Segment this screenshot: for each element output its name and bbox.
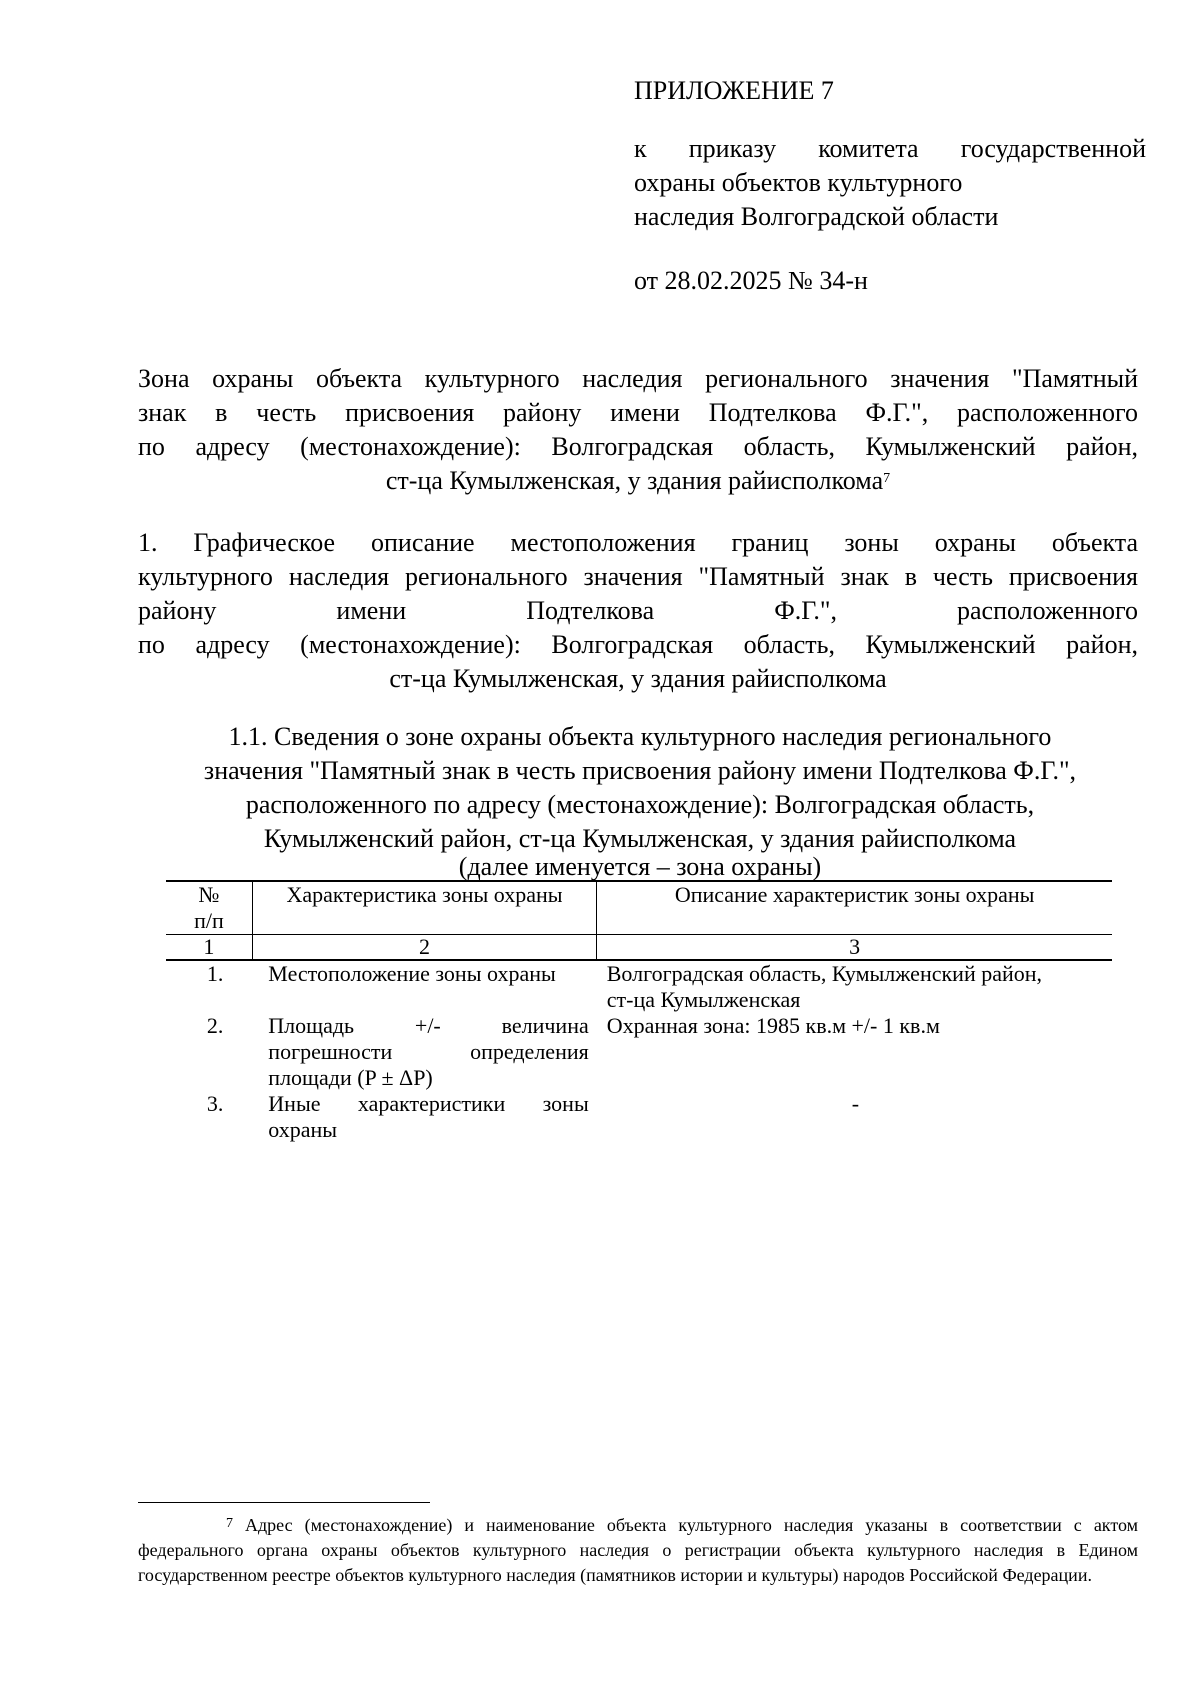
section-1-line-5: ст-ца Кумылженская, у здания райисполкома — [389, 664, 887, 693]
row-3-name — [252, 1091, 596, 1143]
row-3-num: 3. — [206, 1091, 224, 1116]
title-line-3: по адресу (местонахождение): Волгоградская область, Кумылженский район, — [138, 432, 1138, 461]
footnote-text: Адрес (местонахождение) и наименование объекта культурного наследия указаны в соответствии с актом федерального органа охраны объектов культурного наследия о регистрации объекта культурного наследия в Едином государственном реестре объектов культурного наследия (памятников истории и культуры) народов Российской Федерации. — [138, 1515, 1138, 1585]
row-3-value: - — [851, 1091, 860, 1116]
row-2-name — [252, 1013, 596, 1091]
title-line-2: знак в честь присвоения району имени Подтелкова Ф.Г.", расположенного — [138, 398, 1138, 427]
title-line-4-text: ст-ца Кумылженская, у здания райисполкома — [385, 466, 884, 495]
col-number-1: 1 — [166, 935, 252, 961]
title-line-1: Зона охраны объекта культурного наследия регионального значения "Памятный — [138, 364, 1138, 393]
header-num-line-2: п/п — [194, 908, 224, 933]
footnote-separator — [138, 1502, 430, 1503]
row-1-value-line-2: ст-ца Кумылженская — [606, 987, 801, 1012]
header-num-line-1: № — [198, 882, 220, 907]
zone-characteristics-table — [166, 880, 1112, 1143]
order-date-number: от 28.02.2025 № 34-н — [634, 266, 868, 295]
order-reference — [634, 132, 1146, 234]
header-num — [166, 881, 252, 935]
row-2-num: 2. — [206, 1013, 224, 1038]
subsection-line-2: значения "Памятный знак в честь присвоения району имени Подтелкова Ф.Г.", — [203, 756, 1077, 785]
table-row — [166, 1091, 1112, 1143]
row-2-value: Охранная зона: 1985 кв.м +/- 1 кв.м — [606, 1013, 940, 1038]
row-2-name-line-3: площади (P ± ΔP) — [268, 1065, 433, 1090]
row-2-name-line-2: погрешности определения — [268, 1039, 589, 1064]
order-line-3: наследия Волгоградской области — [634, 202, 999, 231]
footnote — [138, 1513, 1138, 1588]
row-1-value-line-1: Волгоградская область, Кумылженский район, — [606, 961, 1043, 986]
col-number-2: 2 — [252, 935, 596, 961]
appendix-title: ПРИЛОЖЕНИЕ 7 — [634, 76, 834, 105]
table-header-row — [166, 881, 1112, 935]
subsection-line-4: Кумылженский район, ст-ца Кумылженская, у здания райисполкома — [263, 824, 1017, 853]
row-3-name-line-1: Иные характеристики зоны — [268, 1091, 589, 1116]
footnote-mark: 7 — [226, 1516, 233, 1531]
subsection-line-5: (далее именуется – зона охраны) — [458, 852, 822, 881]
row-1-num: 1. — [206, 961, 224, 986]
row-3-name-line-2: охраны — [268, 1117, 338, 1142]
row-1-value — [597, 960, 1112, 1013]
subsection-1-1-heading — [150, 720, 1130, 884]
document-title — [138, 362, 1138, 498]
col-number-3: 3 — [597, 935, 1112, 961]
title-footnote-mark: 7 — [883, 471, 891, 486]
table-row — [166, 1013, 1112, 1091]
subsection-line-3: расположенного по адресу (местонахождение): Волгоградская область, — [245, 790, 1035, 819]
subsection-line-1: 1.1. Сведения о зоне охраны объекта культурного наследия регионального — [228, 722, 1052, 751]
row-1-name: Местоположение зоны охраны — [268, 961, 556, 986]
table-row — [166, 960, 1112, 1013]
section-1-line-2: культурного наследия регионального значения "Памятный знак в честь присвоения — [138, 562, 1138, 591]
section-1-line-4: по адресу (местонахождение): Волгоградская область, Кумылженский район, — [138, 630, 1138, 659]
section-1-line-3: району имени Подтелкова Ф.Г.", расположенного — [138, 596, 1138, 625]
header-description: Описание характеристик зоны охраны — [597, 881, 1112, 935]
row-2-name-line-1: Площадь +/- величина — [268, 1013, 589, 1038]
section-1-line-1: 1. Графическое описание местоположения границ зоны охраны объекта — [138, 528, 1138, 557]
order-line-1: к приказу комитета государственной — [634, 134, 1146, 163]
header-characteristic: Характеристика зоны охраны — [252, 881, 596, 935]
section-1-heading — [138, 526, 1138, 696]
title-line-4 — [138, 464, 1138, 498]
table-column-numbers-row — [166, 935, 1112, 961]
order-line-2: охраны объектов культурного — [634, 168, 963, 197]
